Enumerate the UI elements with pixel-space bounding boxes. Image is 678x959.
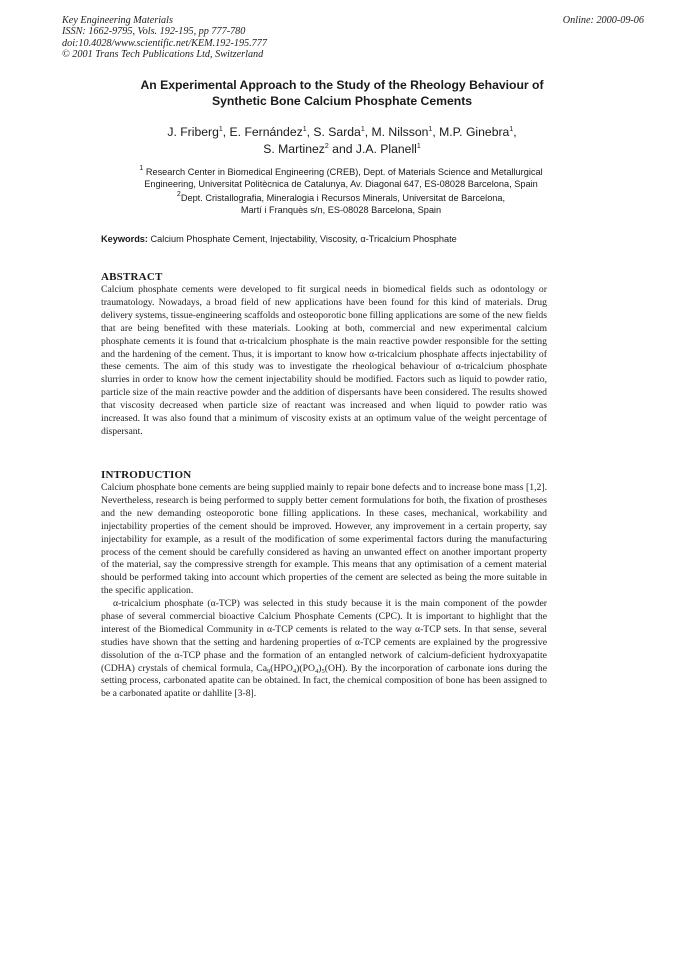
author: and J.A. Planell [328,142,417,156]
affiliation-mark: 2 [324,143,329,150]
affiliation-text: Research Center in Biomedical Engineering (CREB), Dept. of Materials Science and Metallurgical [143,167,543,177]
keywords [101,234,457,244]
title-line-1: An Experimental Approach to the Study of the Rheology Behaviour of [140,78,544,92]
doi-line: doi:10.4028/www.scientific.net/KEM.192-195.777 [62,37,267,49]
affiliation-mark: 2 [176,191,181,198]
affiliation-mark: 1 [428,126,433,133]
affiliation-mark: 1 [218,126,223,133]
affiliation-mark: 1 [416,143,421,150]
formula-subscript: 9 [267,667,271,675]
abstract-heading: ABSTRACT [101,271,163,283]
affiliation-mark: 1 [360,126,365,133]
paragraph-text-part: By the incorporation of carbonate ions during the setting process, carbonated apatite can be obtained. In fact, the chemical composition of bone has been assigned to be a carbonated apatite or dahllite [3-8]. [101,662,547,700]
paragraph-text-part: α-tricalcium phosphate (α-TCP) was selected in this study because it is the main component of the powder phase of several commercial bioactive Calcium Phosphate Cements (CPC). It is important to highlight that the interest of the Biomedical Community in α-TCP cements is related to the way α-TCP sets. In that sense, several studies have shown that the setting and hardening properties of α-TCP cements are explained by the progressive dissolution of the α-TCP phase and the formation of an entangled network of calcium-deficient hydroxyapatite (CDHA) crystals of chemical formula, Ca [101,598,547,674]
author: , S. Sarda [306,125,361,139]
formula-part: (OH). [324,662,348,674]
issn-line: ISSN: 1662-9795, Vols. 192-195, pp 777-780 [62,26,246,38]
affiliation-mark: 1 [509,126,514,133]
abstract-text [101,284,547,439]
formula-part: )(PO [296,662,315,674]
keywords-text: Calcium Phosphate Cement, Injectability, Viscosity, α-Tricalcium Phosphate [147,234,457,244]
paper-title [92,78,592,109]
introduction-paragraph-2 [101,598,547,701]
affiliation-1 [82,166,600,190]
affiliation-line: Engineering, Universitat Politècnica de Catalunya, Av. Diagonal 647, ES-08028 Barcelona, Spain [144,179,538,189]
affiliation-line: Martí i Franquès s/n, ES-08028 Barcelona, Spain [240,205,442,215]
affiliation-mark: 1 [139,165,144,172]
affiliation-2 [82,192,600,216]
formula-part: ) [318,662,322,674]
title-line-2: Synthetic Bone Calcium Phosphate Cements [211,93,473,108]
author: , M. Nilsson [364,125,429,139]
author: S. Martinez [263,142,325,156]
authors-line-1 [92,124,592,141]
keywords-label: Keywords: [101,234,148,244]
affiliation-text: Dept. Cristallografia, Mineralogia i Recursos Minerals, Universitat de Barcelona, [180,193,506,203]
authors-line-2 [92,141,592,158]
paragraph-text: Calcium phosphate bone cements are being supplied mainly to repair bone defects and to increase bone mass [1,2]. Nevertheless, research is being performed to supply better cement formulations for both, the fixation of prostheses and the new demanding osteoporotic bone filling applications. In these cases, mechanical, workability and injectability properties of the cement should be improved. However, any improvement in a certain property, say injectability for example, as a result of the modification of some experimental factors during the manufacturing process of the cement should be carefully considered as having an unwanted effect on another important property of the material, say the compressive strength for example. This means that any optimisation of a cement material should be performed taking into account which properties of the cement are selected as being the more suitable in the specific application. [101,482,547,597]
introduction-heading: INTRODUCTION [101,469,192,481]
abstract-paragraph: Calcium phosphate cements were developed to fit surgical needs in biomedical fields such as odontology or traumatology. Nowadays, a broad field of new applications have been found for this kind of materials. Drug delivery systems, tissue-engineering scaffolds and osteoporotic bone filling applications are some of the new fields that are being benefited with these materials. Looking at both, commercial and new experimental calcium phosphate cements it is found that α-tricalcium phosphate is the main reactive powder responsible for the setting and the hardening of the cement. Thus, it is important to know how α-tricalcium phosphate affects injectability of these cements. The aim of this study was to investigate the rheological behaviour of α-tricalcium phosphate slurries in order to know how the cement injectability should be modified. Factors such as liquid to powder ratio, particle size of the main reactive powder and the addition of dispersants have been considered. The results showed that viscosity decreased when particle size of reactant was increased and when liquid to powder ratio was increased. It was also found that a minimum of viscosity exists at an optimum value of the weight percentage of dispersant. [101,284,547,437]
author: , E. Fernández [222,125,303,139]
formula-subscript: 5 [321,667,325,675]
author: J. Friberg [167,125,219,139]
author: , M.P. Ginebra [432,125,510,139]
paragraph-text [101,598,547,701]
online-date: Online: 2000-09-06 [562,15,644,26]
author-separator: , [513,125,517,139]
copyright-line: © 2001 Trans Tech Publications Ltd, Switzerland [62,49,264,61]
formula-part: (HPO [270,662,293,674]
introduction-paragraph-1 [101,482,547,598]
author-list [92,124,592,158]
formula-subscript: 4 [292,667,297,675]
journal-name: Key Engineering Materials [62,15,173,26]
formula-subscript: 4 [315,667,319,675]
affiliation-line [82,166,600,178]
affiliation-line [82,192,600,204]
affiliation-mark: 1 [302,126,307,133]
journal-header [62,15,267,61]
